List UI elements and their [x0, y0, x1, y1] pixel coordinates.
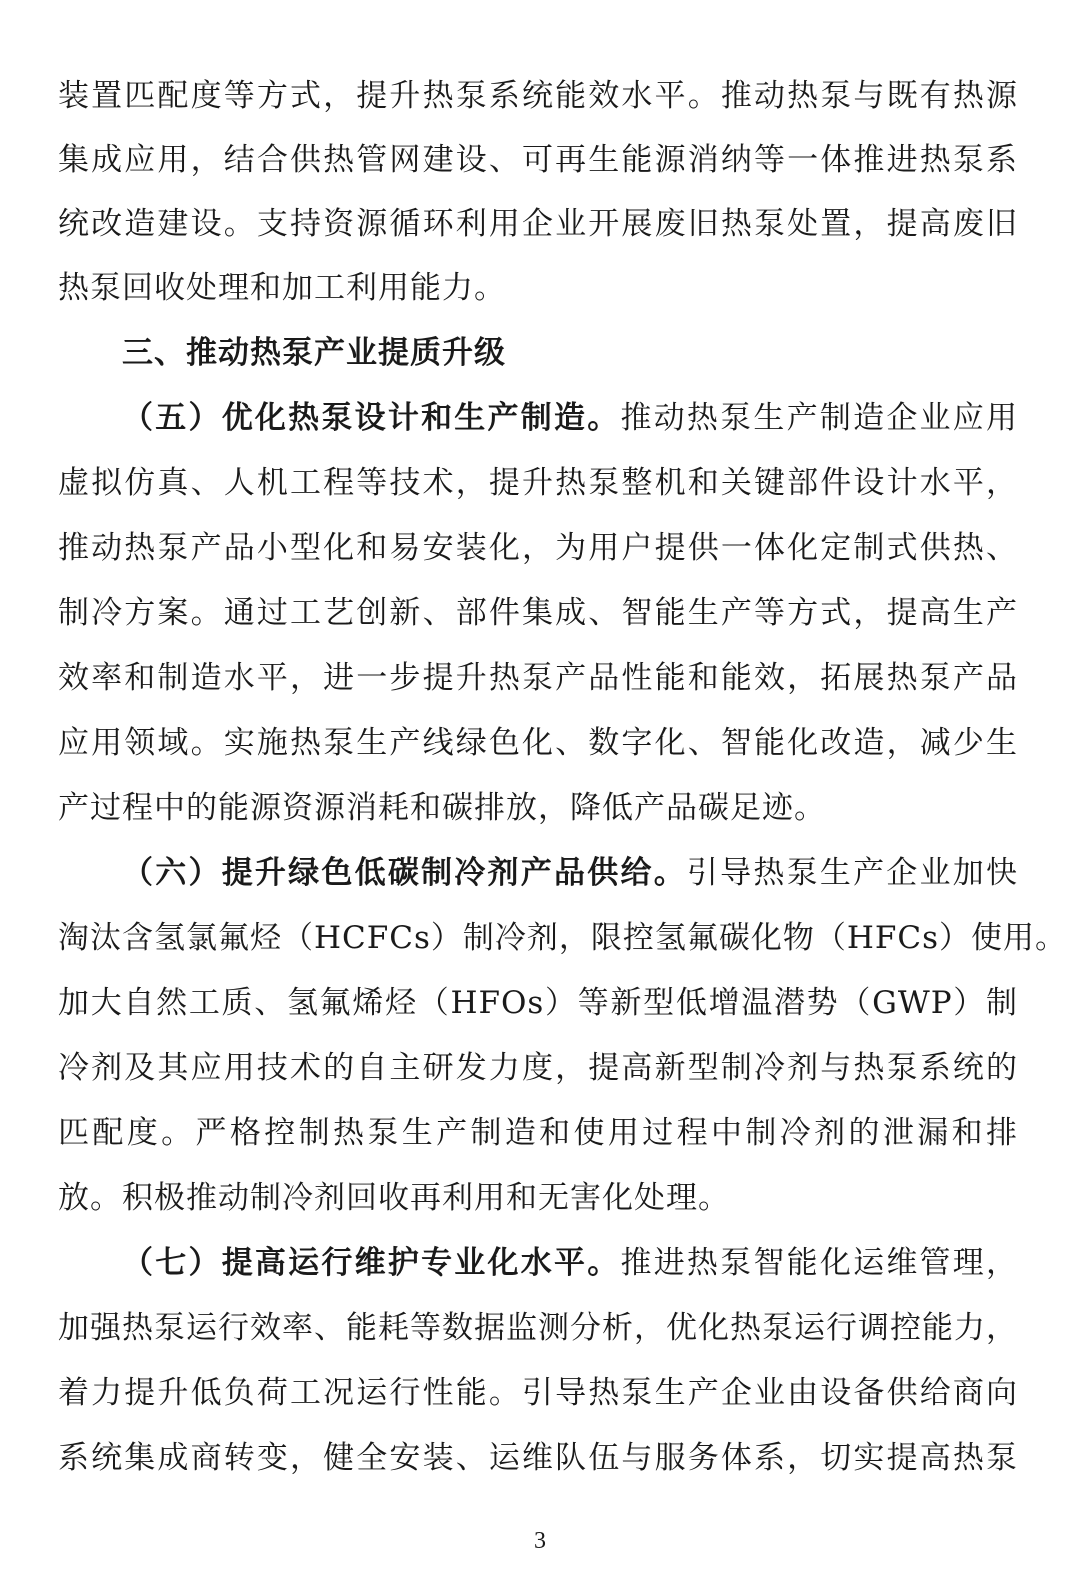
- para6-line: 匹配度。严格控制热泵生产制造和使用过程中制冷剂的泄漏和排: [58, 1115, 1018, 1151]
- section-heading: 三、推动热泵产业提质升级: [122, 335, 506, 371]
- para5-title: （五）优化热泵设计和生产制造。: [122, 400, 621, 436]
- para5-line: 制冷方案。通过工艺创新、部件集成、智能生产等方式，提高生产: [58, 595, 1018, 631]
- intro-line-1: 装置匹配度等方式，提升热泵系统能效水平。推动热泵与既有热源: [58, 78, 1018, 114]
- page-number: 3: [534, 1528, 546, 1554]
- para7-line: 着力提升低负荷工况运行性能。引导热泵生产企业由设备供给商向: [58, 1375, 1018, 1411]
- para6-line: 加大自然工质、氢氟烯烃（HFOs）等新型低增温潜势（GWP）制: [58, 985, 1018, 1021]
- para6-title: （六）提升绿色低碳制冷剂产品供给。: [122, 855, 687, 891]
- para7-first-line-rest: 推进热泵智能化运维管理，: [620, 1245, 1019, 1281]
- para5-line: 推动热泵产品小型化和易安装化，为用户提供一体化定制式供热、: [58, 530, 1018, 566]
- para5-line: 产过程中的能源资源消耗和碳排放，降低产品碳足迹。: [58, 790, 826, 826]
- intro-line-3: 统改造建设。支持资源循环利用企业开展废旧热泵处置，提高废旧: [58, 206, 1018, 242]
- para5-first-line-rest: 推动热泵生产制造企业应用: [620, 400, 1019, 436]
- intro-line-2: 集成应用，结合供热管网建设、可再生能源消纳等一体推进热泵系: [58, 142, 1018, 178]
- para7-first-line: [122, 1237, 1018, 1289]
- para5-line: 应用领域。实施热泵生产线绿色化、数字化、智能化改造，减少生: [58, 725, 1018, 761]
- para6-line: 冷剂及其应用技术的自主研发力度，提高新型制冷剂与热泵系统的: [58, 1050, 1018, 1086]
- para7-line: 系统集成商转变，健全安装、运维队伍与服务体系，切实提高热泵: [58, 1440, 1018, 1476]
- para7-line: 加强热泵运行效率、能耗等数据监测分析，优化热泵运行调控能力，: [58, 1310, 1018, 1346]
- para5-first-line: [122, 392, 1018, 444]
- intro-line-4: 热泵回收处理和加工利用能力。: [58, 270, 506, 306]
- para5-line: 效率和制造水平，进一步提升热泵产品性能和能效，拓展热泵产品: [58, 660, 1018, 696]
- para5-line: 虚拟仿真、人机工程等技术，提升热泵整机和关键部件设计水平，: [58, 465, 1018, 501]
- para7-title: （七）提高运行维护专业化水平。: [122, 1245, 621, 1281]
- para6-first-line-rest: 引导热泵生产企业加快: [686, 855, 1018, 891]
- para6-line: 放。积极推动制冷剂回收再利用和无害化处理。: [58, 1180, 730, 1216]
- para6-line: 淘汰含氢氯氟烃（HCFCs）制冷剂，限控氢氟碳化物（HFCs）使用。: [58, 920, 1068, 956]
- para6-first-line: [122, 847, 1018, 899]
